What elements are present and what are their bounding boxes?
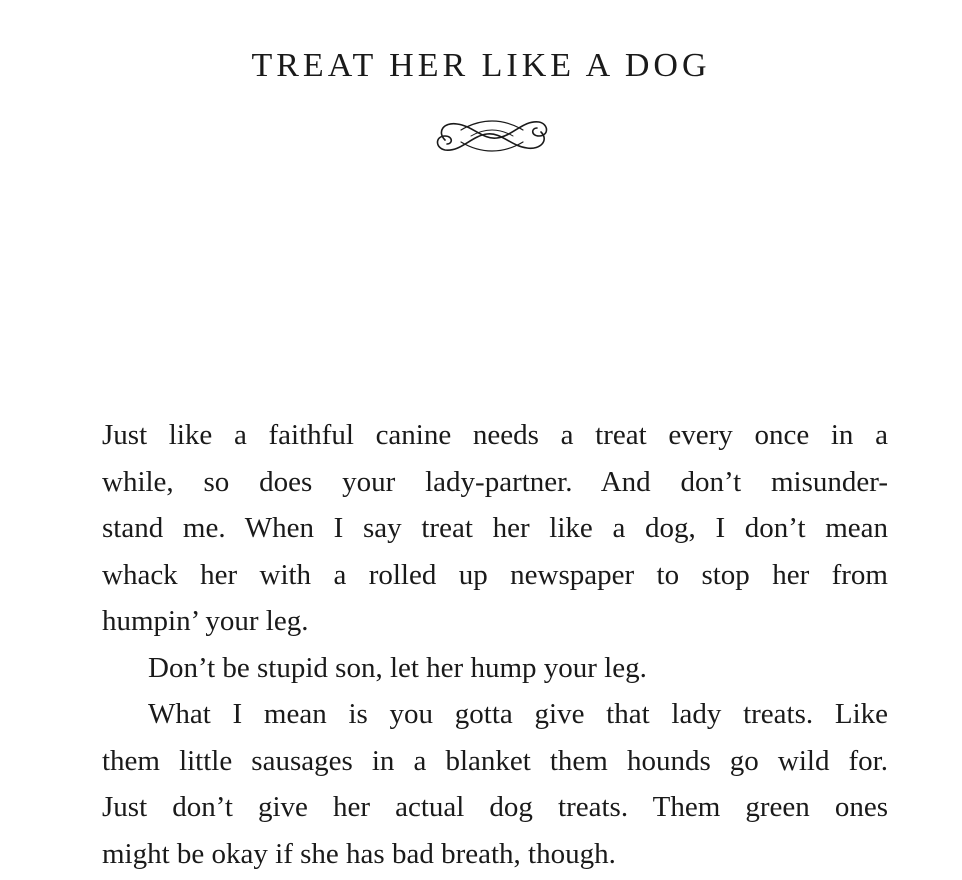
text-line: whack her with a rolled up newspaper to stop her from [102,558,888,591]
paragraph-1 [102,412,888,645]
text-line: while, so does your lady-partner. And don’t misunder- [102,465,888,498]
body-text [102,412,888,877]
text-line: humpin’ your leg. [102,605,309,637]
text-line: Just don’t give her actual dog treats. Them green ones [102,791,888,823]
paragraph-3 [102,691,888,877]
text-line: What I mean is you gotta give that lady treats. Like [148,698,888,730]
flourish-ornament-icon [431,110,553,160]
chapter-title: TREAT HER LIKE A DOG [251,47,711,84]
text-line: Just like a faithful canine needs a treat every once in a [102,419,888,451]
paragraph-2 [102,645,888,692]
text-line: Don’t be stupid son, let her hump your leg. [148,651,647,684]
text-line: might be okay if she has bad breath, though. [102,837,616,870]
text-line: stand me. When I say treat her like a dog, I don’t mean [102,512,888,544]
text-line: them little sausages in a blanket them hounds go wild for. [102,744,888,777]
